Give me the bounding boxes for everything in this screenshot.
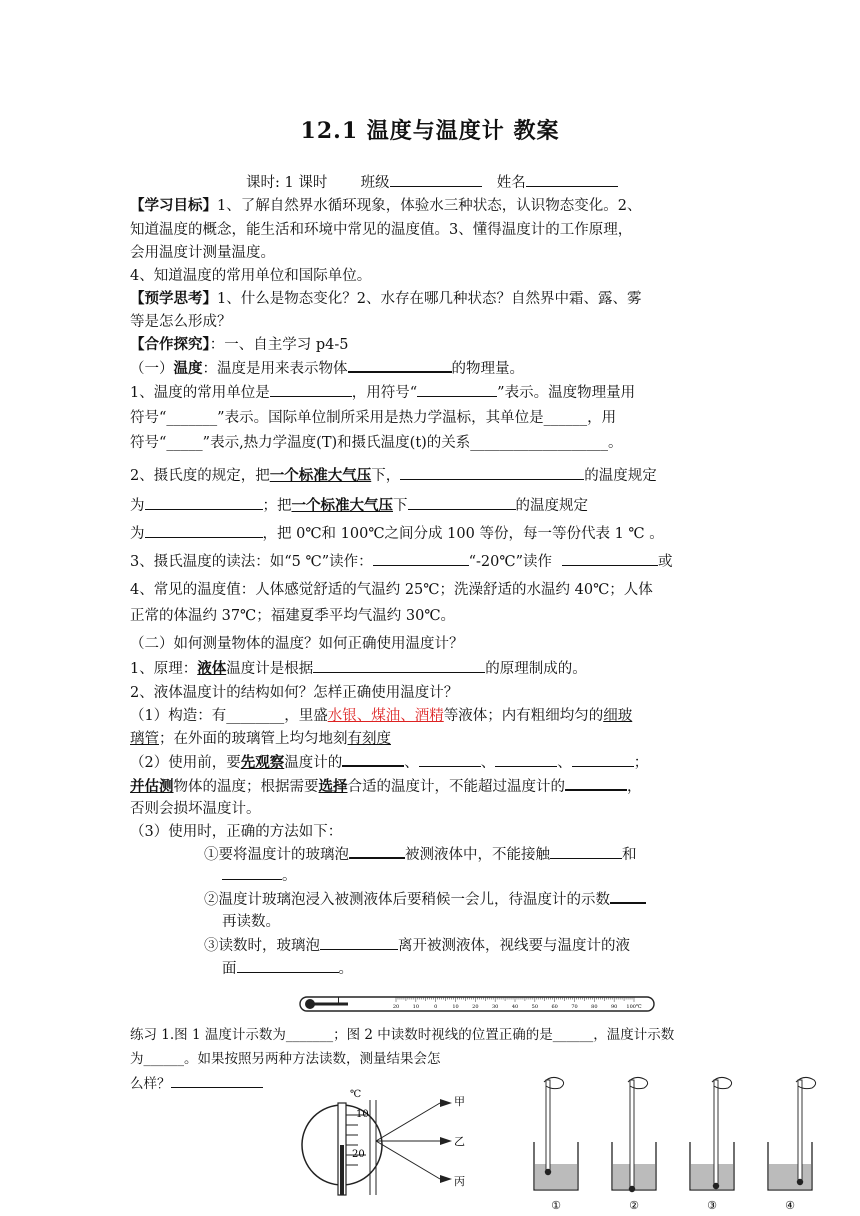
scale-label: 80 <box>591 1004 598 1010</box>
usage-rule-3: ③读数时，玻璃泡 离开被测液体，视线要与温度计的液 <box>204 935 814 957</box>
fig1-label-bing: 丙 <box>454 1175 465 1188</box>
section-measure: （二）如何测量物体的温度？如何正确使用温度计？ <box>130 636 464 652</box>
structure-question: 2、液体温度计的结构如何？怎样正确使用温度计？ <box>130 685 459 701</box>
class-blank <box>390 172 482 187</box>
before-use-line-2: 并估测物体的温度；根据需要选择合适的温度计，不能超过温度计的 ， <box>130 775 740 798</box>
scale-label: 90 <box>610 1004 618 1010</box>
usage-rule-3-cont: 面 。 <box>222 958 832 980</box>
scale-label: 50 <box>531 1004 539 1010</box>
figure-2-thermometer-placement <box>522 1072 828 1212</box>
usage-rule-1: ①要将温度计的玻璃泡 被测液体中，不能接触 和 <box>204 843 814 866</box>
eye-bing-icon <box>440 1175 452 1183</box>
preview-line-1: 【预学思考】1、什么是物态变化？2、水存在哪几种状态？自然界中霜、露、雾 <box>130 290 642 307</box>
beaker-label: ④ <box>785 1199 795 1212</box>
usage-rule-2: ②温度计玻璃泡浸入被测液体后要稍候一会儿，待温度计的示数 <box>204 888 814 911</box>
principle-line: 1、原理：液体温度计是根据 的原理制成的。 <box>130 660 587 677</box>
explore-heading: 【合作探究】：一、自主学习 p4-5 <box>130 336 349 353</box>
scale-label: 0 <box>434 1004 438 1010</box>
fig1-label-yi: 乙 <box>454 1135 465 1148</box>
page-title: 12.1 温度与温度计 教案 <box>300 118 560 144</box>
goals-line-4: 4、知道温度的常用单位和国际单位。 <box>130 268 372 284</box>
beaker-setup <box>690 1077 734 1212</box>
construction-line-1: （1）构造：有________，里盛水银、煤油、酒精等液体；内有粗细均匀的细玻 <box>130 708 633 724</box>
usage-heading: （3）使用时，正确的方法如下： <box>130 824 343 840</box>
header-info: 课时: 1 课时 班级 姓名 <box>246 172 856 194</box>
usage-rule-1-cont: 。 <box>222 865 832 887</box>
fig1-label-jia: 甲 <box>454 1095 465 1108</box>
celsius-line-3: 为 ，把 0℃和 100℃之间分成 100 等份，每一等份代表 1 ℃ 。 <box>130 523 740 545</box>
common-values-1: 4、常见的温度值：人体感觉舒适的气温约 25℃；洗澡舒适的水温约 40℃；人体 <box>130 582 653 598</box>
celsius-line-1: 2、摄氏度的规定，把一个标准大气压下， 的温度规定 <box>130 467 657 484</box>
exercise-line-3: 么样？ <box>130 1073 740 1095</box>
scale-label: 10 <box>412 1004 420 1010</box>
scale-label: 20 <box>392 1004 400 1010</box>
eye-yi-icon <box>440 1137 452 1145</box>
section-temperature: （一）温度：温度是用来表示物体 的物理量。 <box>130 357 740 380</box>
before-use-line-3: 否则会损坏温度计。 <box>130 801 261 817</box>
usage-rule-2-cont: 再读数。 <box>222 914 280 930</box>
figure-1-thermometer-reading <box>300 1085 480 1205</box>
goals-line-2: 知道温度的概念，能生活和环境中常见的温度值。3、懂得温度计的工作原理， <box>130 222 633 238</box>
fig1-tick-20: 20 <box>352 1149 365 1160</box>
preview-line-2: 等是怎么形成？ <box>130 314 232 330</box>
common-values-2: 正常的体温约 37℃；福建夏季平均气温约 30℃。 <box>130 608 456 624</box>
name-blank <box>526 172 618 187</box>
goals-line-1: 【学习目标】1、了解自然界水循环现象，体验水三种状态，认识物态变化。2、 <box>130 197 642 214</box>
celsius-line-2: 为 ；把一个标准大气压下 的温度规定 <box>130 497 588 514</box>
before-use-line-1: （2）使用前，要先观察温度计的 、 、 、 ； <box>130 751 740 774</box>
scale-label: 20 <box>472 1004 479 1010</box>
scale-label: 40 <box>511 1004 519 1010</box>
fig1-unit: ℃ <box>350 1089 362 1100</box>
fig1-tick-10: 10 <box>356 1109 369 1120</box>
scale-label: 10 <box>452 1004 459 1010</box>
scale-label: 30 <box>491 1004 499 1010</box>
beaker-setup <box>768 1077 816 1212</box>
exercise-line-2: 为______。如果按照另两种方法读数，测量结果会怎 <box>130 1051 441 1067</box>
scale-label: 70 <box>571 1004 578 1010</box>
beaker-setup <box>612 1077 656 1212</box>
construction-line-2: 璃管；在外面的玻璃管上均匀地刻有刻度 <box>130 731 391 747</box>
beaker-setup <box>534 1077 578 1212</box>
exercise-line-1: 练习 1.图 1 温度计示数为_______；图 2 中读数时视线的位置正确的是______，温度计示数 <box>130 1027 675 1043</box>
beaker-label: ① <box>551 1199 561 1212</box>
units-line-1: 1、温度的常用单位是 ，用符号“ ”表示。温度物理量用 <box>130 382 740 404</box>
beaker-label: ③ <box>707 1199 717 1212</box>
beaker-label: ② <box>629 1199 639 1212</box>
thermometer-figure <box>298 993 656 1015</box>
goals-line-3: 会用温度计测量温度。 <box>130 245 275 261</box>
eye-jia-icon <box>440 1099 452 1107</box>
scale-label: 60 <box>551 1004 558 1010</box>
scale-label: 100℃ <box>626 1004 642 1010</box>
units-line-3: 符号“_____”表示,热力学温度(T)和摄氏温度(t)的关系___________________。 <box>130 435 623 451</box>
units-line-2: 符号“_______”表示。国际单位制所采用是热力学温标，其单位是______，用 <box>130 410 617 426</box>
reading-line: 3、摄氏温度的读法：如“5 ℃”读作： “-20℃”读作 或 <box>130 551 740 573</box>
